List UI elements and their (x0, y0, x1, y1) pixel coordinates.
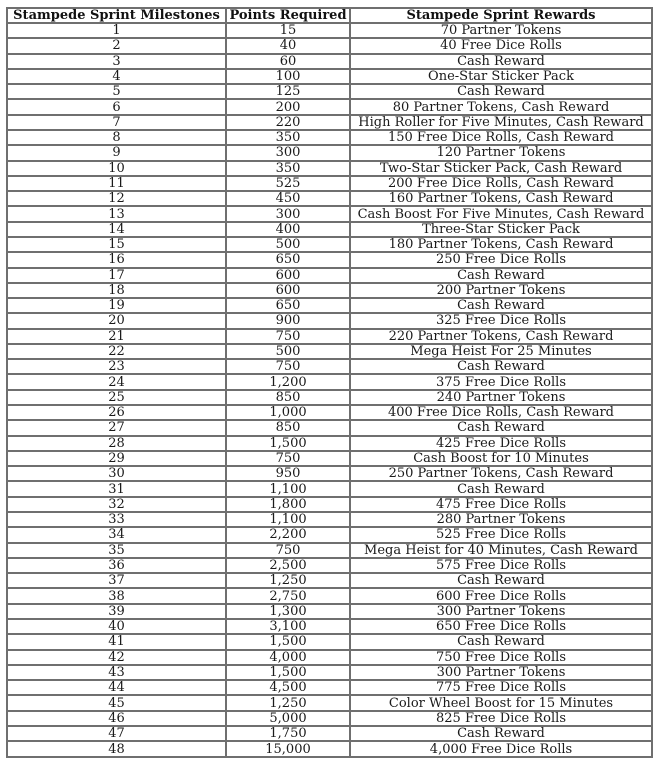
reward-cell: 300 Partner Tokens (350, 604, 652, 619)
header-row (7, 8, 652, 23)
points-cell: 450 (226, 191, 350, 206)
milestone-cell: 47 (7, 726, 226, 741)
points-cell: 4,000 (226, 650, 350, 665)
milestone-cell: 42 (7, 650, 226, 665)
points-cell: 4,500 (226, 680, 350, 695)
milestone-cell: 43 (7, 665, 226, 680)
reward-cell: 750 Free Dice Rolls (350, 650, 652, 665)
table-row (7, 390, 652, 405)
reward-cell: 70 Partner Tokens (350, 23, 652, 38)
points-cell: 15 (226, 23, 350, 38)
points-cell: 1,750 (226, 726, 350, 741)
table-row (7, 604, 652, 619)
reward-cell: 525 Free Dice Rolls (350, 527, 652, 542)
reward-cell: Cash Boost For Five Minutes, Cash Reward (350, 206, 652, 221)
table-row (7, 359, 652, 374)
points-cell: 60 (226, 54, 350, 69)
table-row (7, 420, 652, 435)
points-cell: 950 (226, 466, 350, 481)
milestone-cell: 36 (7, 558, 226, 573)
table-row (7, 38, 652, 53)
points-cell: 850 (226, 420, 350, 435)
reward-cell: 150 Free Dice Rolls, Cash Reward (350, 130, 652, 145)
table-row (7, 206, 652, 221)
table-row (7, 558, 652, 573)
milestone-cell: 46 (7, 711, 226, 726)
table-row (7, 497, 652, 512)
points-cell: 3,100 (226, 619, 350, 634)
points-cell: 1,500 (226, 634, 350, 649)
milestone-cell: 20 (7, 313, 226, 328)
milestone-cell: 11 (7, 176, 226, 191)
milestone-cell: 5 (7, 84, 226, 99)
reward-cell: 325 Free Dice Rolls (350, 313, 652, 328)
points-cell: 1,300 (226, 604, 350, 619)
table-row (7, 680, 652, 695)
reward-cell: Cash Reward (350, 54, 652, 69)
milestone-cell: 12 (7, 191, 226, 206)
reward-cell: 775 Free Dice Rolls (350, 680, 652, 695)
points-cell: 500 (226, 237, 350, 252)
points-cell: 900 (226, 313, 350, 328)
milestone-cell: 29 (7, 451, 226, 466)
table-row (7, 161, 652, 176)
milestone-cell: 26 (7, 405, 226, 420)
column-header-rewards: Stampede Sprint Rewards (350, 8, 652, 23)
table-row (7, 481, 652, 496)
reward-cell: 200 Free Dice Rolls, Cash Reward (350, 176, 652, 191)
reward-cell: Cash Reward (350, 298, 652, 313)
reward-cell: 250 Partner Tokens, Cash Reward (350, 466, 652, 481)
reward-cell: Mega Heist For 25 Minutes (350, 344, 652, 359)
reward-cell: 375 Free Dice Rolls (350, 374, 652, 389)
milestone-cell: 15 (7, 237, 226, 252)
reward-cell: 200 Partner Tokens (350, 283, 652, 298)
milestone-cell: 6 (7, 99, 226, 114)
reward-cell: 600 Free Dice Rolls (350, 588, 652, 603)
milestone-cell: 33 (7, 512, 226, 527)
reward-cell: Cash Reward (350, 359, 652, 374)
table-row (7, 741, 652, 757)
reward-cell: Color Wheel Boost for 15 Minutes (350, 695, 652, 710)
table-row (7, 237, 652, 252)
points-cell: 1,500 (226, 436, 350, 451)
points-cell: 300 (226, 145, 350, 160)
milestone-cell: 31 (7, 481, 226, 496)
table-row (7, 374, 652, 389)
milestone-cell: 13 (7, 206, 226, 221)
points-cell: 650 (226, 298, 350, 313)
milestone-cell: 48 (7, 741, 226, 757)
points-cell: 750 (226, 451, 350, 466)
reward-cell: Cash Reward (350, 84, 652, 99)
milestone-cell: 41 (7, 634, 226, 649)
table-row (7, 436, 652, 451)
points-cell: 850 (226, 390, 350, 405)
reward-cell: 300 Partner Tokens (350, 665, 652, 680)
milestone-cell: 14 (7, 222, 226, 237)
points-cell: 500 (226, 344, 350, 359)
points-cell: 1,800 (226, 497, 350, 512)
points-cell: 300 (226, 206, 350, 221)
points-cell: 200 (226, 99, 350, 114)
reward-cell: 4,000 Free Dice Rolls (350, 741, 652, 757)
table-row (7, 466, 652, 481)
table-row (7, 23, 652, 38)
table-row (7, 711, 652, 726)
milestone-cell: 27 (7, 420, 226, 435)
table-row (7, 69, 652, 84)
points-cell: 100 (226, 69, 350, 84)
points-cell: 350 (226, 130, 350, 145)
milestone-cell: 10 (7, 161, 226, 176)
reward-cell: Cash Reward (350, 268, 652, 283)
points-cell: 600 (226, 283, 350, 298)
reward-cell: 80 Partner Tokens, Cash Reward (350, 99, 652, 114)
reward-cell: 825 Free Dice Rolls (350, 711, 652, 726)
column-header-points: Points Required (226, 8, 350, 23)
table-row (7, 130, 652, 145)
points-cell: 525 (226, 176, 350, 191)
table-row (7, 298, 652, 313)
points-cell: 1,250 (226, 695, 350, 710)
points-cell: 1,500 (226, 665, 350, 680)
reward-cell: Cash Reward (350, 420, 652, 435)
milestone-cell: 28 (7, 436, 226, 451)
milestone-cell: 4 (7, 69, 226, 84)
milestone-cell: 17 (7, 268, 226, 283)
table-row (7, 54, 652, 69)
points-cell: 400 (226, 222, 350, 237)
table-row (7, 405, 652, 420)
milestone-cell: 32 (7, 497, 226, 512)
reward-cell: Mega Heist for 40 Minutes, Cash Reward (350, 543, 652, 558)
milestone-cell: 30 (7, 466, 226, 481)
milestone-cell: 3 (7, 54, 226, 69)
table-row (7, 191, 652, 206)
table-row (7, 650, 652, 665)
milestone-cell: 8 (7, 130, 226, 145)
reward-cell: 280 Partner Tokens (350, 512, 652, 527)
points-cell: 2,500 (226, 558, 350, 573)
reward-cell: Cash Boost for 10 Minutes (350, 451, 652, 466)
points-cell: 220 (226, 115, 350, 130)
points-cell: 350 (226, 161, 350, 176)
reward-cell: 250 Free Dice Rolls (350, 252, 652, 267)
milestone-cell: 37 (7, 573, 226, 588)
milestone-cell: 16 (7, 252, 226, 267)
reward-cell: 160 Partner Tokens, Cash Reward (350, 191, 652, 206)
reward-cell: 220 Partner Tokens, Cash Reward (350, 329, 652, 344)
points-cell: 750 (226, 359, 350, 374)
reward-cell: Cash Reward (350, 726, 652, 741)
reward-cell: 40 Free Dice Rolls (350, 38, 652, 53)
milestone-cell: 45 (7, 695, 226, 710)
milestone-cell: 18 (7, 283, 226, 298)
table-row (7, 543, 652, 558)
milestone-cell: 22 (7, 344, 226, 359)
reward-cell: 575 Free Dice Rolls (350, 558, 652, 573)
points-cell: 1,250 (226, 573, 350, 588)
table-row (7, 176, 652, 191)
points-cell: 1,100 (226, 481, 350, 496)
milestones-table (6, 7, 653, 758)
reward-cell: 180 Partner Tokens, Cash Reward (350, 237, 652, 252)
milestone-cell: 34 (7, 527, 226, 542)
table-row (7, 268, 652, 283)
reward-cell: 400 Free Dice Rolls, Cash Reward (350, 405, 652, 420)
table-row (7, 222, 652, 237)
points-cell: 2,200 (226, 527, 350, 542)
points-cell: 750 (226, 543, 350, 558)
milestone-cell: 19 (7, 298, 226, 313)
column-header-milestones: Stampede Sprint Milestones (7, 8, 226, 23)
table-row (7, 84, 652, 99)
reward-cell: Cash Reward (350, 481, 652, 496)
points-cell: 750 (226, 329, 350, 344)
points-cell: 5,000 (226, 711, 350, 726)
table-row (7, 619, 652, 634)
table-row (7, 512, 652, 527)
table-row (7, 573, 652, 588)
milestone-cell: 9 (7, 145, 226, 160)
reward-cell: Cash Reward (350, 634, 652, 649)
table-row (7, 634, 652, 649)
table-row (7, 283, 652, 298)
table-row (7, 115, 652, 130)
table-body (7, 23, 652, 757)
milestone-cell: 1 (7, 23, 226, 38)
reward-cell: 425 Free Dice Rolls (350, 436, 652, 451)
reward-cell: Three-Star Sticker Pack (350, 222, 652, 237)
reward-cell: 650 Free Dice Rolls (350, 619, 652, 634)
milestone-cell: 44 (7, 680, 226, 695)
reward-cell: Cash Reward (350, 573, 652, 588)
milestone-cell: 24 (7, 374, 226, 389)
points-cell: 1,100 (226, 512, 350, 527)
points-cell: 40 (226, 38, 350, 53)
milestone-cell: 23 (7, 359, 226, 374)
milestone-cell: 38 (7, 588, 226, 603)
table-row (7, 527, 652, 542)
table-row (7, 99, 652, 114)
table-row (7, 665, 652, 680)
points-cell: 1,000 (226, 405, 350, 420)
milestone-cell: 25 (7, 390, 226, 405)
points-cell: 15,000 (226, 741, 350, 757)
table-row (7, 145, 652, 160)
table-row (7, 588, 652, 603)
table-row (7, 344, 652, 359)
milestone-cell: 35 (7, 543, 226, 558)
points-cell: 2,750 (226, 588, 350, 603)
points-cell: 650 (226, 252, 350, 267)
points-cell: 600 (226, 268, 350, 283)
table-row (7, 313, 652, 328)
milestone-cell: 39 (7, 604, 226, 619)
table-row (7, 695, 652, 710)
reward-cell: One-Star Sticker Pack (350, 69, 652, 84)
table-row (7, 329, 652, 344)
table-row (7, 451, 652, 466)
points-cell: 125 (226, 84, 350, 99)
reward-cell: 475 Free Dice Rolls (350, 497, 652, 512)
table-row (7, 252, 652, 267)
table-row (7, 726, 652, 741)
milestone-cell: 40 (7, 619, 226, 634)
milestone-cell: 7 (7, 115, 226, 130)
milestone-cell: 21 (7, 329, 226, 344)
reward-cell: High Roller for Five Minutes, Cash Reward (350, 115, 652, 130)
points-cell: 1,200 (226, 374, 350, 389)
milestone-cell: 2 (7, 38, 226, 53)
reward-cell: Two-Star Sticker Pack, Cash Reward (350, 161, 652, 176)
reward-cell: 120 Partner Tokens (350, 145, 652, 160)
reward-cell: 240 Partner Tokens (350, 390, 652, 405)
